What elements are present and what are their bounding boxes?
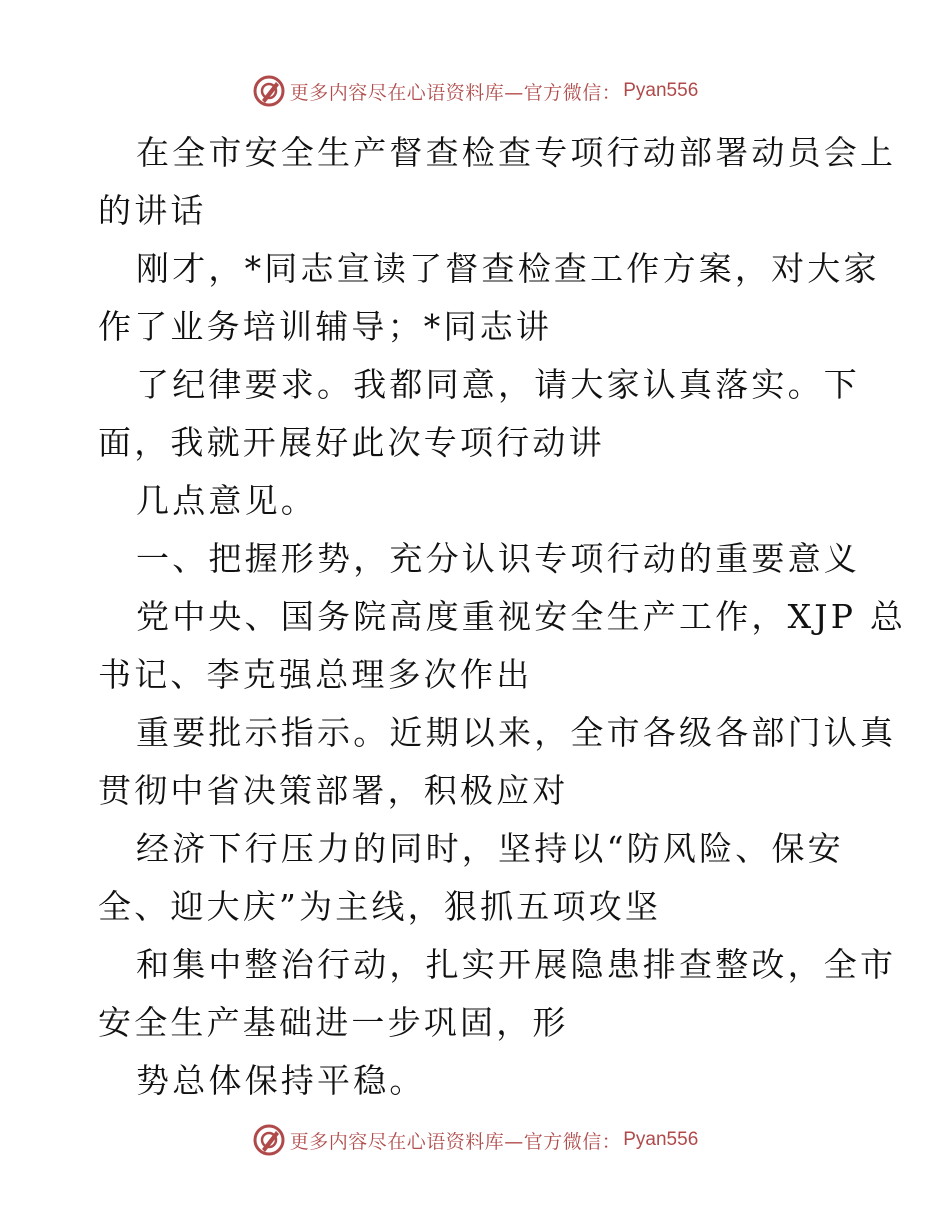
text-line: 全、迎大庆”为主线，狠抓五项攻坚 [98,887,662,926]
text-line: 几点意见。 [136,481,317,520]
text-line: 重要批示指示。近期以来，全市各级各部门认真 [136,713,897,752]
paragraph-2 [98,240,880,356]
text-line: 势总体保持平稳。 [136,1061,426,1100]
text-line: 贯彻中省决策部署，积极应对 [98,771,569,810]
paragraph-7 [98,704,897,820]
text-line: 经济下行压力的同时，坚持以“防风险、保安 [136,829,844,868]
brand-logo-icon [252,74,286,108]
paragraph-4 [98,472,858,530]
paragraph-10 [98,1052,858,1110]
document-body [98,124,907,1110]
paragraph-6 [98,588,907,704]
text-line: 了纪律要求。我都同意，请大家认真落实。下 [136,365,860,404]
text-line: 作了业务培训辅导；*同志讲 [98,307,553,346]
watermark-text: 更多内容尽在心语资料库—官方微信： [289,81,622,104]
text-line: 安全生产基础进一步巩固，形 [98,1003,569,1042]
footer-watermark [0,1123,950,1157]
text-line: 和集中整治行动，扎实开展隐患排查整改，全市 [136,945,897,984]
header-watermark [0,74,950,108]
text-line: 的讲话 [98,191,207,230]
watermark-text: 更多内容尽在心语资料库—官方微信： [289,1130,622,1153]
brand-logo-icon [252,1123,286,1157]
text-line: 刚才，*同志宣读了督查检查工作方案，对大家 [136,249,880,288]
section-heading [98,530,858,588]
text-line: 一、把握形势，充分认识专项行动的重要意义 [136,539,860,578]
paragraph-8 [98,820,858,936]
text-line: 党中央、国务院高度重视安全生产工作，XJP 总 [136,597,907,636]
watermark-id: Pyan556 [623,80,699,101]
text-line: 在全市安全生产督查检查专项行动部署动员会上 [136,133,897,172]
text-line: 面，我就开展好此次专项行动讲 [98,423,605,462]
paragraph-3 [98,356,858,472]
paragraph-1 [98,124,897,240]
text-line: 书记、李克强总理多次作出 [98,655,533,694]
paragraph-9 [98,936,897,1052]
watermark-id: Pyan556 [623,1129,699,1150]
